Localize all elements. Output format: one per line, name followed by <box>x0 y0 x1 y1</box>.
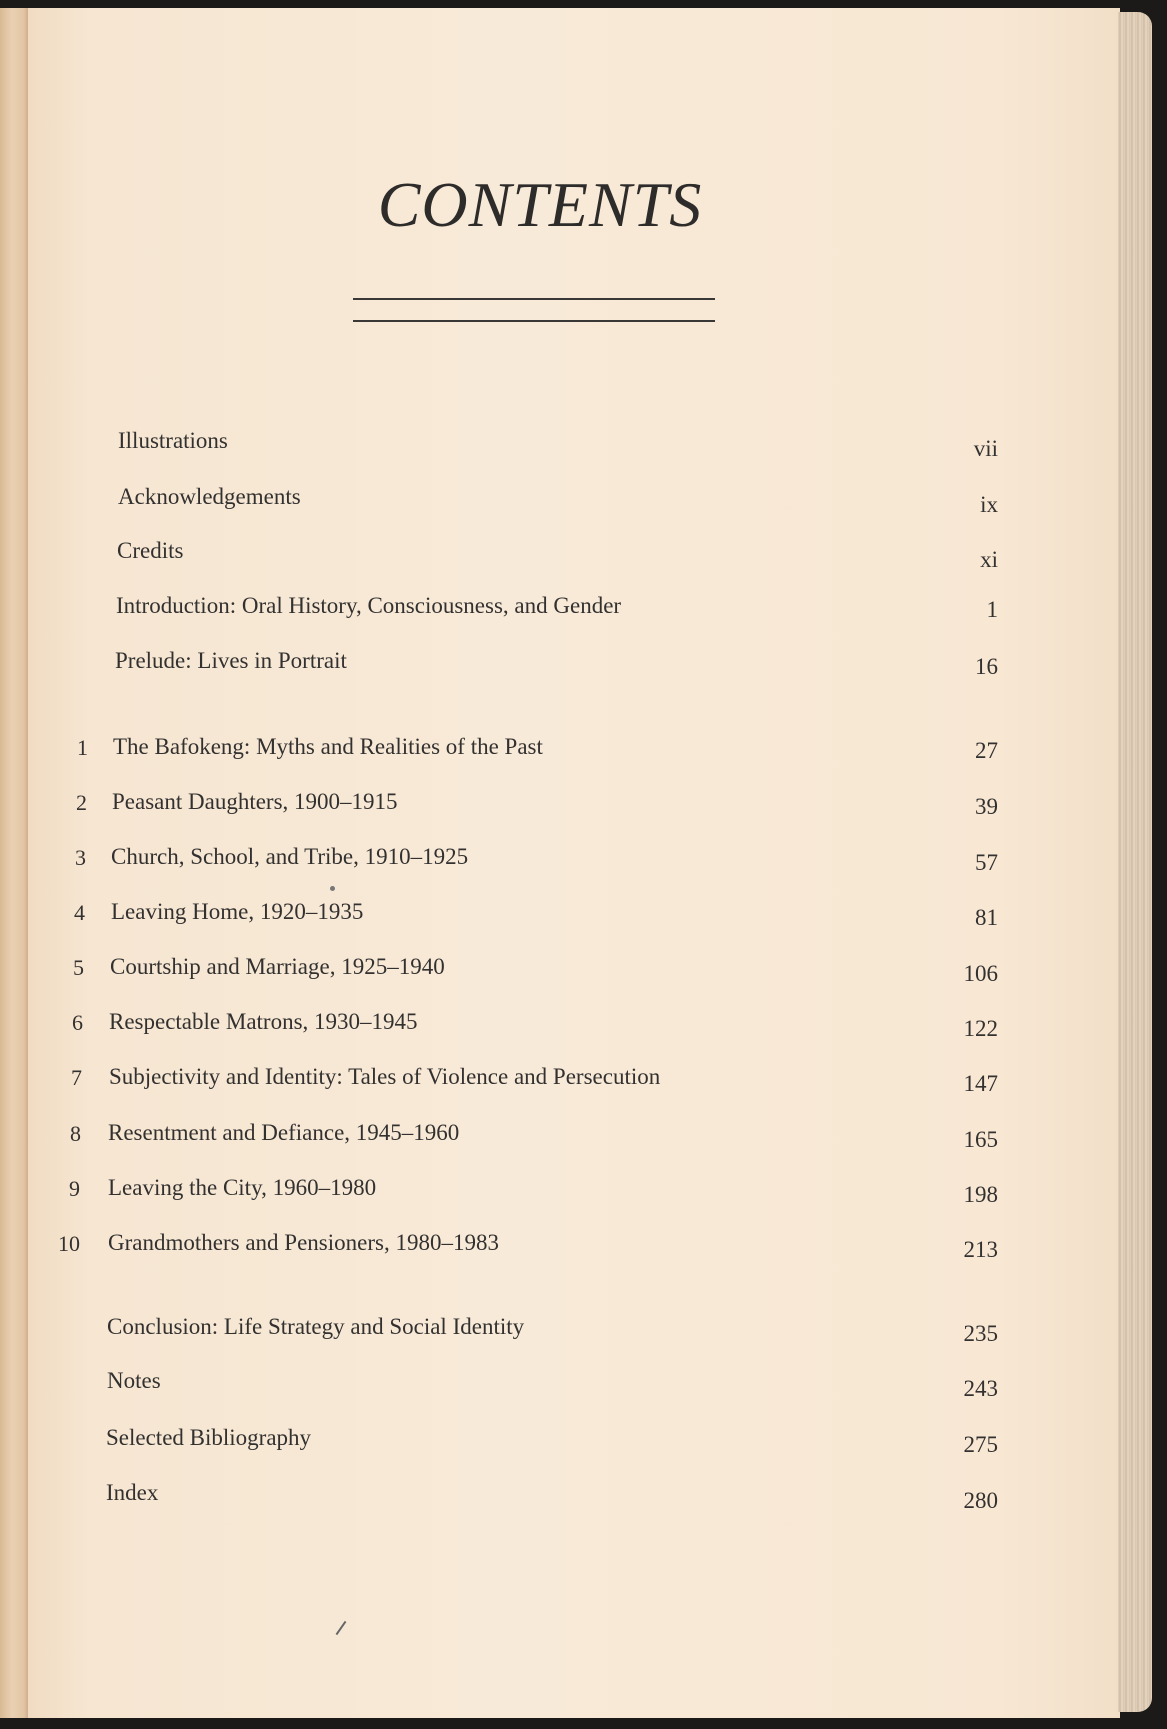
chapter-title: Subjectivity and Identity: Tales of Violence and Persecution <box>109 1064 661 1089</box>
chapter-title: Resentment and Defiance, 1945–1960 <box>108 1120 460 1145</box>
chapter-number: 5 <box>73 955 84 980</box>
toc-chapter[interactable] <box>0 1009 1100 1049</box>
entry-page: 243 <box>963 1376 998 1401</box>
entry-page: vii <box>973 436 998 461</box>
title-rule-bottom <box>353 320 715 322</box>
chapter-page: 147 <box>963 1071 998 1096</box>
chapter-title: Courtship and Marriage, 1925–1940 <box>110 954 445 979</box>
page-title: CONTENTS <box>377 169 703 240</box>
chapter-title: Leaving Home, 1920–1935 <box>111 899 364 924</box>
toc-entry-front[interactable] <box>0 538 1100 578</box>
chapter-page: 81 <box>975 905 998 930</box>
entry-page: 280 <box>963 1488 998 1513</box>
entry-page: 16 <box>975 654 998 679</box>
toc-entry-back[interactable] <box>0 1314 1100 1354</box>
chapter-number: 2 <box>76 790 87 815</box>
chapter-page: 106 <box>963 961 998 986</box>
page-block-edges <box>1118 12 1152 1712</box>
entry-label: Illustrations <box>118 428 228 453</box>
toc-chapter[interactable] <box>0 899 1100 939</box>
chapter-page: 39 <box>975 794 998 819</box>
toc-entry-front[interactable] <box>0 648 1100 688</box>
toc-entry-back[interactable] <box>0 1425 1100 1465</box>
chapter-page: 213 <box>963 1237 998 1262</box>
chapter-number: 4 <box>74 900 85 925</box>
entry-page: 1 <box>986 597 998 622</box>
chapter-page: 165 <box>963 1127 998 1152</box>
toc-chapter[interactable] <box>0 1064 1100 1104</box>
entry-label: Conclusion: Life Strategy and Social Identity <box>107 1314 525 1339</box>
title-rule-top <box>353 298 715 300</box>
chapter-page: 198 <box>963 1182 998 1207</box>
toc-chapter[interactable] <box>0 734 1100 774</box>
chapter-number: 1 <box>77 735 88 760</box>
toc-chapter[interactable] <box>0 954 1100 994</box>
chapter-title: Leaving the City, 1960–1980 <box>108 1175 377 1200</box>
entry-label: Acknowledgements <box>118 484 301 509</box>
entry-page: 275 <box>963 1432 998 1457</box>
chapter-title: Respectable Matrons, 1930–1945 <box>109 1009 418 1034</box>
toc-entry-back[interactable] <box>0 1368 1100 1408</box>
toc-chapter[interactable] <box>0 789 1100 829</box>
chapter-number: 7 <box>71 1065 82 1090</box>
toc-entry-front[interactable] <box>0 593 1100 633</box>
toc-entry-front[interactable] <box>0 428 1100 468</box>
toc-chapter[interactable] <box>0 844 1100 884</box>
chapter-page: 122 <box>963 1016 998 1041</box>
chapter-title: Grandmothers and Pensioners, 1980–1983 <box>108 1230 499 1255</box>
chapter-title: Peasant Daughters, 1900–1915 <box>112 789 398 814</box>
toc-chapter[interactable] <box>0 1175 1100 1215</box>
toc-chapter[interactable] <box>0 1230 1100 1270</box>
toc-entry-front[interactable] <box>0 484 1100 524</box>
entry-label: Credits <box>117 538 184 563</box>
entry-page: 235 <box>963 1321 998 1346</box>
chapter-number: 8 <box>70 1121 81 1146</box>
chapter-page: 57 <box>975 850 998 875</box>
chapter-page: 27 <box>975 738 998 763</box>
chapter-title: Church, School, and Tribe, 1910–1925 <box>111 844 469 869</box>
toc-entry-back[interactable] <box>0 1480 1100 1520</box>
chapter-number: 6 <box>72 1010 83 1035</box>
entry-label: Introduction: Oral History, Consciousness, and Gender <box>116 593 622 618</box>
entry-label: Notes <box>107 1368 161 1393</box>
entry-page: ix <box>980 492 998 517</box>
chapter-number: 3 <box>75 845 86 870</box>
entry-label: Selected Bibliography <box>106 1425 312 1450</box>
entry-label: Prelude: Lives in Portrait <box>115 648 347 673</box>
entry-page: xi <box>980 547 998 572</box>
chapter-number: 10 <box>58 1231 80 1256</box>
chapter-title: The Bafokeng: Myths and Realities of the Past <box>113 734 543 759</box>
toc-chapter[interactable] <box>0 1120 1100 1160</box>
entry-label: Index <box>106 1480 159 1505</box>
chapter-number: 9 <box>69 1176 80 1201</box>
ink-speck <box>330 886 335 891</box>
